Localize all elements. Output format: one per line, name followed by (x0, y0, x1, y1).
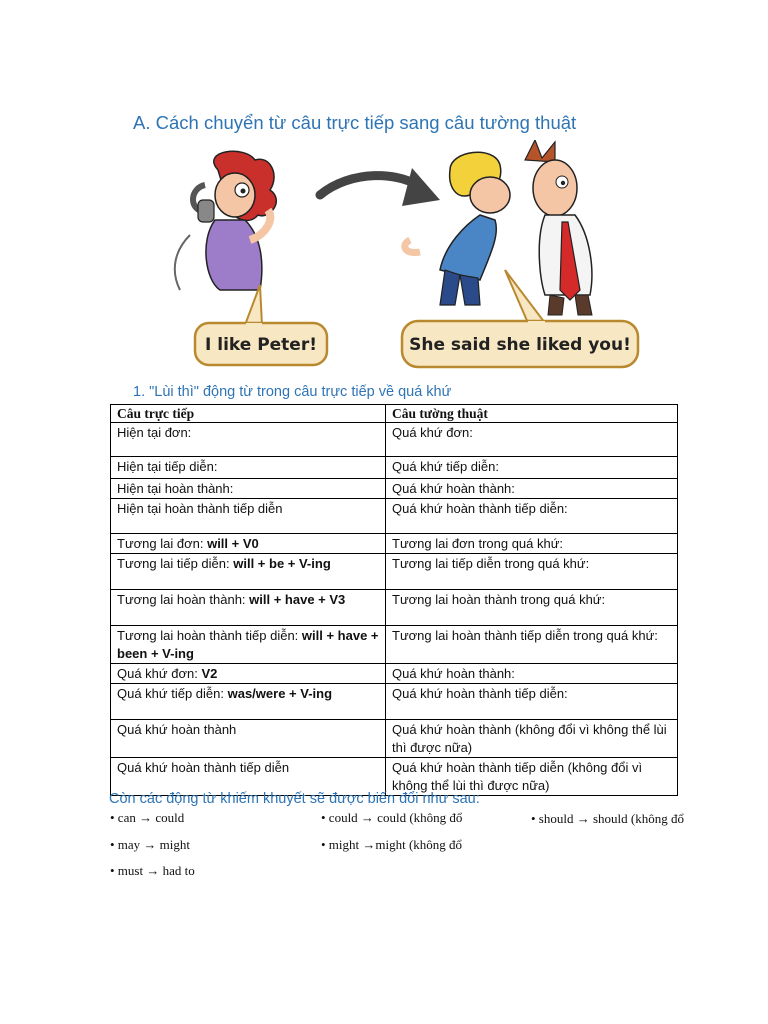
modal-item-may: • may → might (110, 837, 191, 852)
modal-item-might: • might →might (không đổ (321, 837, 463, 852)
reported-cell: Tương lai tiếp diễn trong quá khứ: (386, 554, 678, 590)
table-header-row (111, 405, 678, 423)
right-bubble-text: She said she liked you! (409, 335, 631, 355)
table-row (111, 554, 678, 590)
table-row (111, 590, 678, 626)
table-row (111, 720, 678, 758)
tense-backshift-table (110, 404, 678, 796)
woman-whispering-figure (405, 152, 510, 305)
left-bubble-text: I like Peter! (205, 335, 317, 355)
reported-cell: Tương lai hoàn thành tiếp diễn trong quá khứ: (386, 626, 678, 664)
modal-verbs-heading: Còn các động từ khiếm khuyết sẽ được biến đổi như sau: (109, 791, 480, 807)
reported-cell: Tương lai đơn trong quá khứ: (386, 534, 678, 554)
header-direct-speech: Câu trực tiếp (111, 405, 386, 423)
direct-cell: Tương lai hoàn thành tiếp diễn: will + have + been + V-ing (111, 626, 386, 664)
reported-cell: Quá khứ đơn: (386, 423, 678, 457)
table-row (111, 457, 678, 479)
table-row (111, 758, 678, 796)
modal-item-can: • can → could (110, 810, 185, 825)
table-row (111, 534, 678, 554)
table-row (111, 684, 678, 720)
transition-arrow (320, 168, 440, 206)
section-title: A. Cách chuyển từ câu trực tiếp sang câu tường thuật (133, 112, 577, 133)
man-listening-figure (525, 140, 592, 315)
subsection-title: 1. "Lùi thì" động từ trong câu trực tiếp về quá khứ (133, 384, 452, 400)
direct-cell: Hiện tại đơn: (111, 423, 386, 457)
direct-cell: Hiện tại hoàn thành tiếp diễn (111, 499, 386, 534)
reported-cell: Quá khứ hoàn thành (không đổi vì không thể lùi thì được nữa) (386, 720, 678, 758)
reported-cell: Quá khứ hoàn thành: (386, 664, 678, 684)
table-row (111, 423, 678, 457)
reported-cell: Tương lai hoàn thành trong quá khứ: (386, 590, 678, 626)
table-row (111, 479, 678, 499)
reported-cell: Quá khứ hoàn thành tiếp diễn: (386, 499, 678, 534)
modal-item-must: • must → had to (110, 863, 195, 878)
direct-cell: Tương lai tiếp diễn: will + be + V-ing (111, 554, 386, 590)
reported-cell: Quá khứ hoàn thành: (386, 479, 678, 499)
direct-cell: Quá khứ tiếp diễn: was/were + V-ing (111, 684, 386, 720)
direct-cell: Quá khứ hoàn thành (111, 720, 386, 758)
header-reported-speech: Câu tường thuật (386, 405, 678, 423)
reported-cell: Quá khứ tiếp diễn: (386, 457, 678, 479)
direct-cell: Quá khứ hoàn thành tiếp diễn (111, 758, 386, 796)
modal-item-could: • could → could (không đổ (321, 810, 463, 825)
table-row (111, 664, 678, 684)
direct-cell: Tương lai hoàn thành: will + have + V3 (111, 590, 386, 626)
table-row (111, 499, 678, 534)
direct-cell: Hiện tại hoàn thành: (111, 479, 386, 499)
direct-cell: Tương lai đơn: will + V0 (111, 534, 386, 554)
modal-item-should: • should → should (không đổ (531, 811, 684, 826)
direct-cell: Hiện tại tiếp diễn: (111, 457, 386, 479)
reported-speech-illustration (150, 140, 650, 380)
direct-cell: Quá khứ đơn: V2 (111, 664, 386, 684)
reported-cell: Quá khứ hoàn thành tiếp diễn (không đổi vì không thể lùi thì được nữa) (386, 758, 678, 796)
left-speech-bubble (195, 285, 327, 365)
right-speech-bubble (402, 270, 638, 367)
reported-cell: Quá khứ hoàn thành tiếp diễn: (386, 684, 678, 720)
table-row (111, 626, 678, 664)
woman-on-phone-figure (175, 151, 276, 290)
